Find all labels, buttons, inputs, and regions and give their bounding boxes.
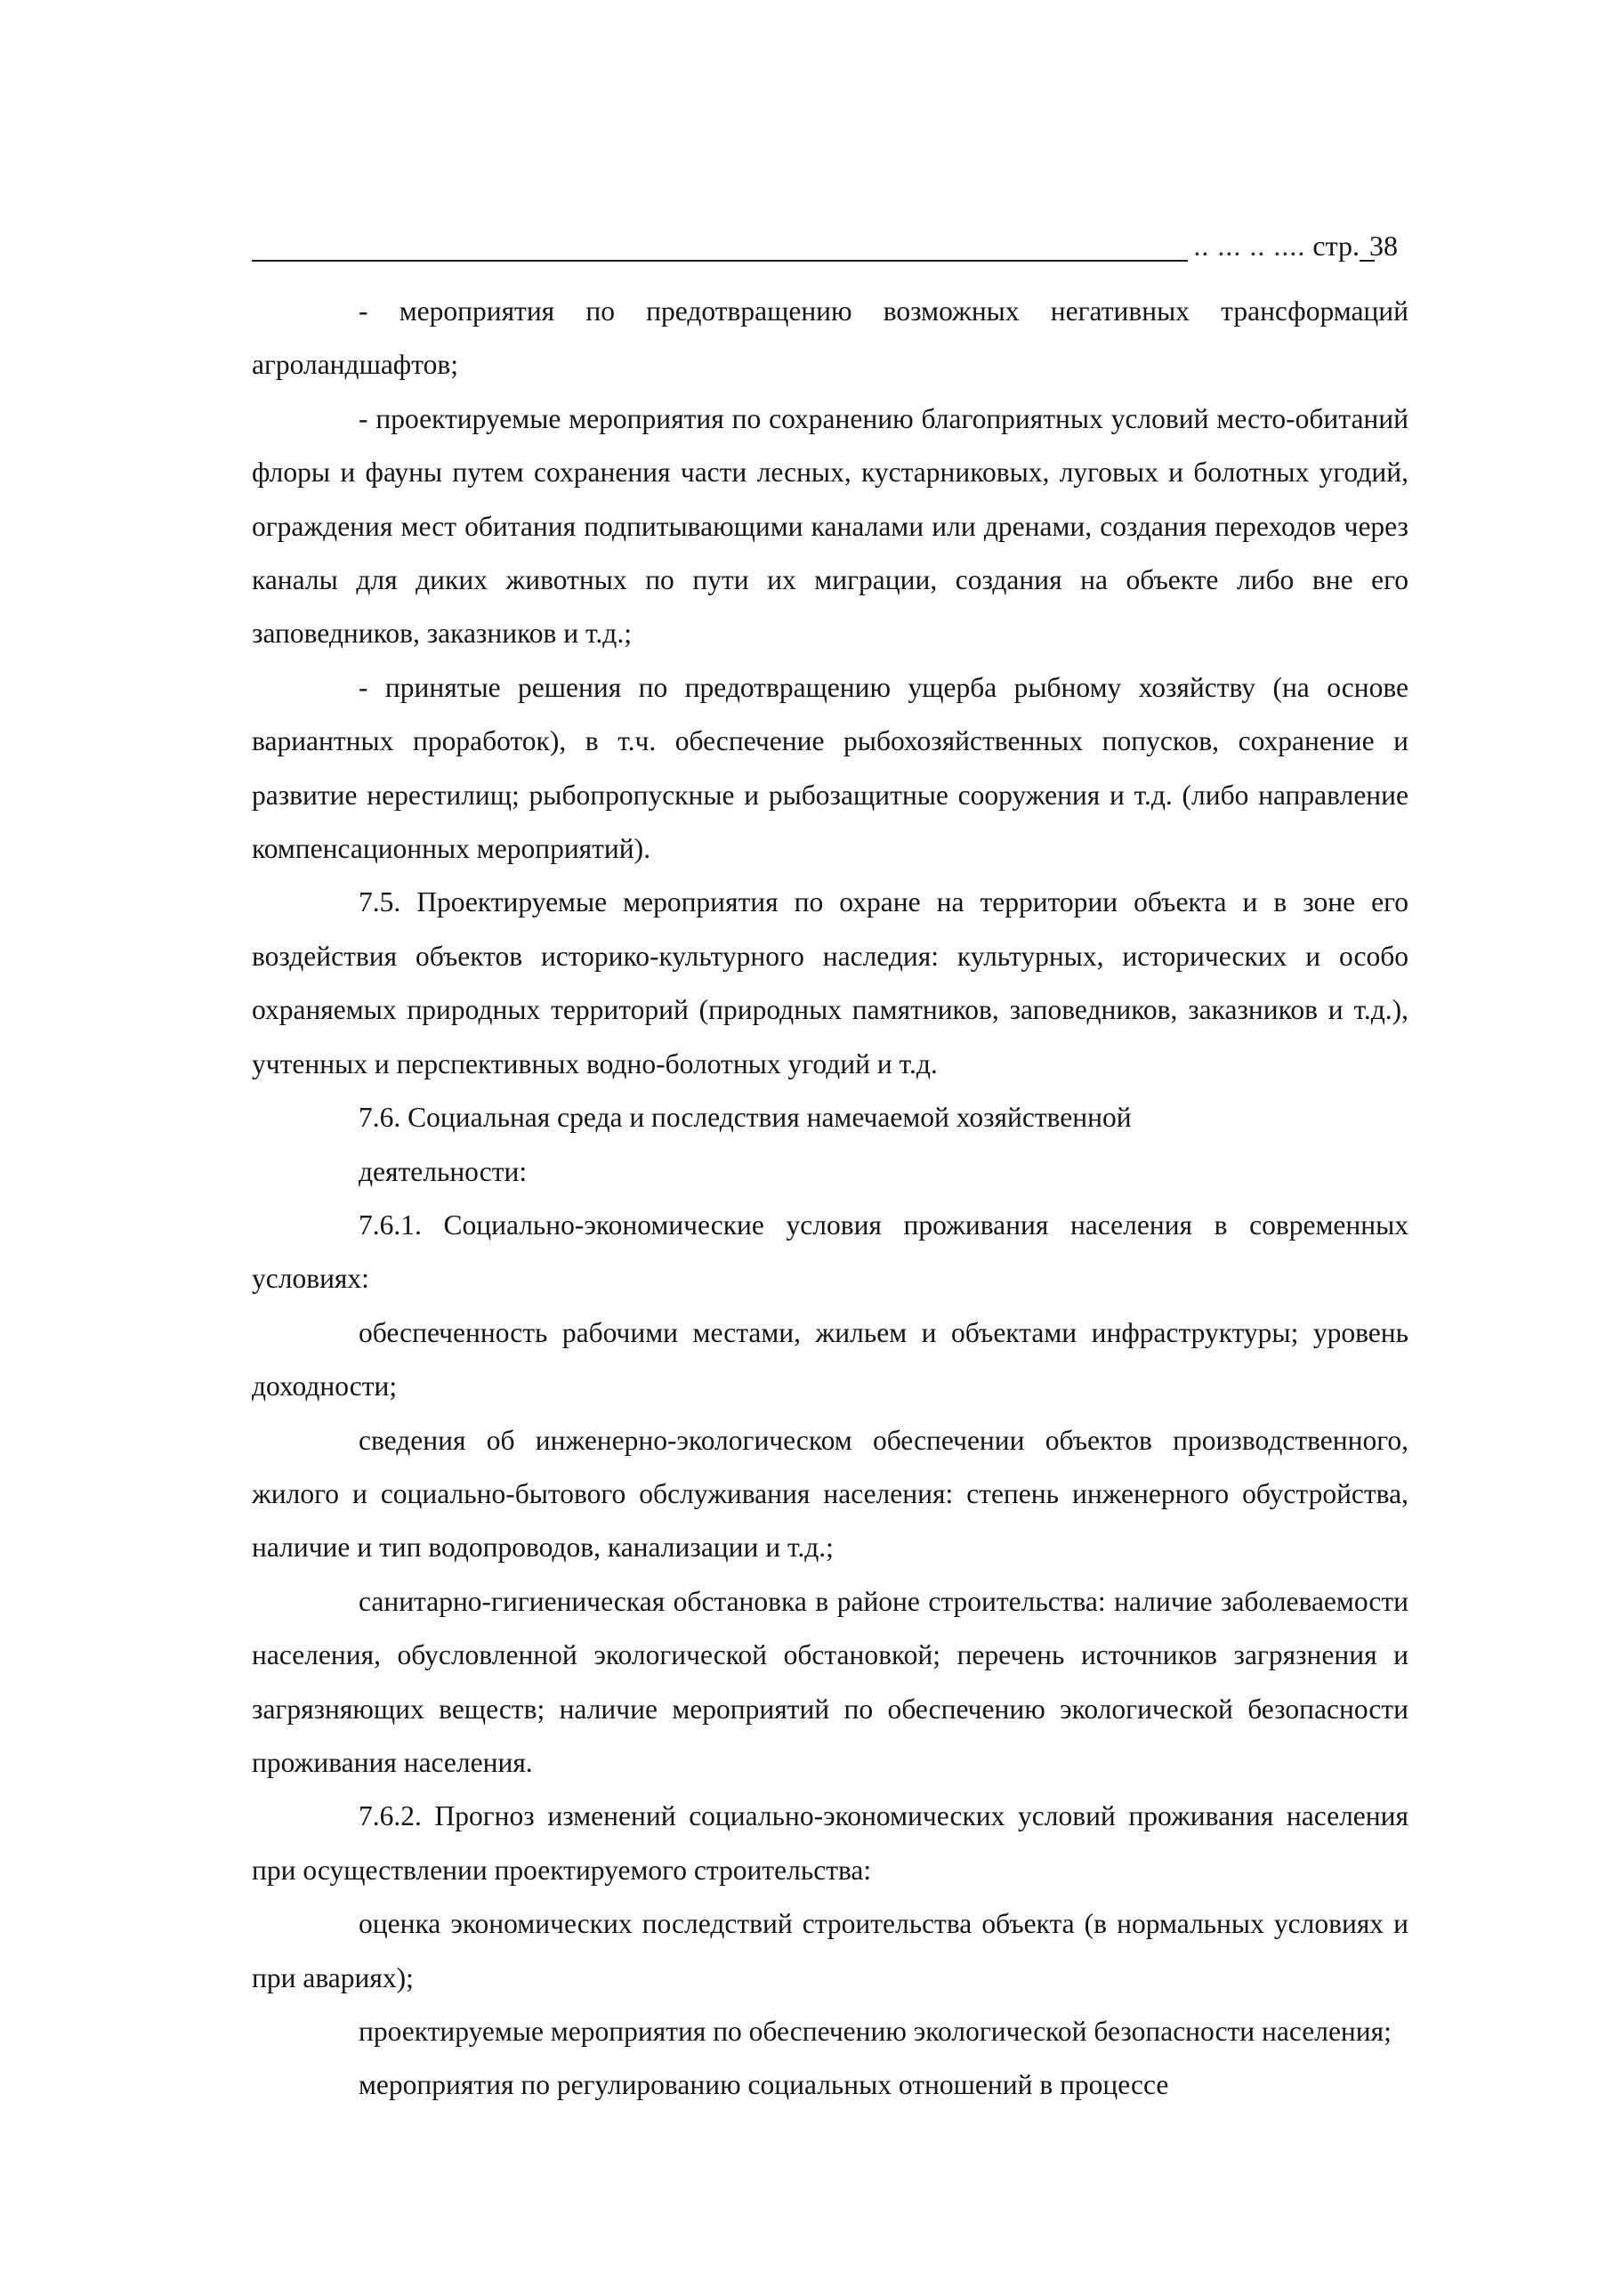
paragraph-sanitary-hygienic: санитарно-гигиеническая обстановка в районе строительства: наличие заболеваемости населения, обусловленной экологической обстановкой; перечень источников загрязнения и загрязняющих веществ; наличие мероприятий по обеспечению экологической безопасности проживания населения. [252,1585,1408,1778]
paragraph-ecological-safety: проектируемые мероприятия по обеспечению экологической безопасности населения; [359,2016,1392,2047]
paragraph-fisheries-damage: - принятые решения по предотвращению ущерба рыбному хозяйству (на основе вариантных проработок), в т.ч. обеспечение рыбохозяйственных попусков, сохранение и развитие нерестилищ; рыбопропускные и рыбозащитные сооружения и т.д. (либо направление компенсационных мероприятий). [252,671,1408,865]
header-dots: .. ... .. .... [1193,230,1306,262]
header-page-label [1188,230,1360,262]
paragraph-social-relations: мероприятия по регулированию социальных отношений в процессе [359,2069,1169,2101]
paragraph-section-7-5: 7.5. Проектируемые мероприятия по охране на территории объекта и в зоне его воздействия объектов историко-культурного наследия: культурных, исторических и особо охраняемых природных территорий (природных памятников, заповедников, заказников и т.д.), учтенных и перспективных водно-болотных угодий и т.д. [252,886,1408,1079]
page-label: стр. [1312,230,1360,262]
section-heading-7-6: 7.6. Социальная среда и последствия намечаемой хозяйственной деятельности: [359,1102,1132,1187]
paragraph-economic-consequences: оценка экономических последствий строительства объекта (в нормальных условиях и при авариях); [252,1908,1408,1993]
paragraph-section-7-6-2: 7.6.2. Прогноз изменений социально-экономических условий проживания населения при осуществлении проектируемого строительства: [252,1800,1408,1886]
paragraph-section-7-6-1: 7.6.1. Социально-экономические условия проживания населения в современных условиях: [252,1209,1408,1295]
paragraph-agrolandscape-measures: - мероприятия по предотвращению возможных негативных трансформаций агроландшафтов; [252,295,1408,381]
paragraph-workplaces-housing: обеспеченность рабочими местами, жильем и объектами инфраструктуры; уровень доходности; [252,1316,1408,1403]
paragraph-engineering-ecology: сведения об инженерно-экологическом обеспечении объектов производственного, жилого и социально-бытового обслуживания населения: степень инженерного обустройства, наличие и тип водопроводов, канализации и т.д.; [252,1424,1408,1564]
paragraph-flora-fauna-habitat: - проектируемые мероприятия по сохранению благоприятных условий место-обитаний флоры и фауны путем сохранения части лесных, кустарниковых, луговых и болотных угодий, ограждения мест обитания подпитывающими каналами или дренами, создания переходов через каналы для диких животных по пути их миграции, создания на объекте либо вне его заповедников, заказников и т.д.; [252,402,1408,650]
document-body [252,285,1408,2113]
page-number: 38 [1369,230,1398,262]
page-header [252,230,1408,265]
